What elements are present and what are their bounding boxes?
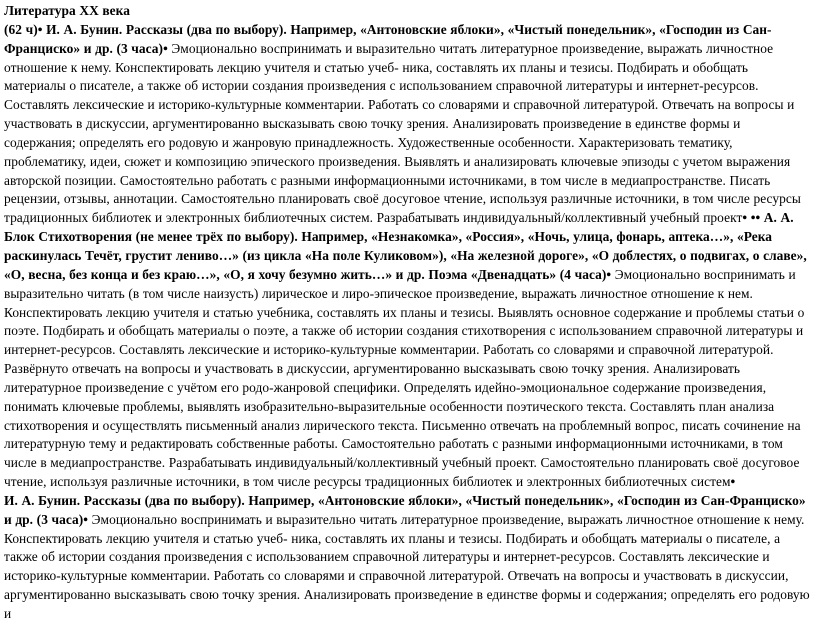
section-heading: Литература XX века — [4, 3, 130, 18]
section-3 — [4, 492, 810, 624]
section-2-title: А. А. Блок Стихотворения (не менее трёх по выбору). Например, «Незнакомка», «Россия», «Ночь, улица, фонарь, аптека…», «Река раскинулась Течёт, грустит лениво…» (из цикла «На поле Куликовом»), «На железной дороге», «О доблестях, о подвигах, о славе», «О, весна, без конца и без краю…», «О, я хочу безумно жить…» и др. Поэма «Двенадцать» (4 часа) — [4, 210, 807, 282]
section-3-title: И. А. Бунин. Рассказы (два по выбору). Например, «Антоновские яблоки», «Чистый понедельник», «Господин из Сан-Франциско» и др. (3 часа) — [4, 492, 806, 527]
section-1-title: И. А. Бунин. Рассказы (два по выбору). Например, «Антоновские яблоки», «Чистый понедельник», «Господин из Сан-Франциско» и др. (3 часа) — [4, 21, 772, 56]
bullet-icon: • — [83, 511, 89, 527]
bullet-icon: • — [37, 21, 43, 37]
bullet-icon: • — [730, 474, 736, 490]
section-1 — [4, 21, 810, 492]
bullet-icon: • •• — [742, 210, 761, 226]
bullet-icon: • — [163, 40, 168, 56]
section-3-body: Эмоционально воспринимать и выразительно читать литературное произведение, выражать личностное отношение к нему. Конспектировать лекцию учителя и статью учеб- ника, составлять их планы и тезисы. Подбирать и обобщать материалы о писателе, а также об истории создания произведения с использованием справочной литературы и интернет-ресурсов. Составлять лексические и историко-культурные комментарии. Работать со словарями и справочной литературой. Отвечать на вопросы и участвовать в дискуссии, аргументированно высказывать свою точку зрения. Анализировать произведение в единстве формы и содержания; определять его родовую и — [4, 511, 810, 621]
section-1-body: Эмоционально воспринимать и выразительно читать литературное произведение, выражать личностное отношение к нему. Конспектировать лекцию учителя и статью учеб- ника, составлять их планы и тезисы. Подбирать и обобщать материалы о писателе, а также об истории создания произведения с использованием справочной литературы и интернет-ресурсов. Составлять лексические и историко-культурные комментарии. Работать со словарями и справочной литературой. Отвечать на вопросы и участвовать в дискуссии, аргументированно высказывать свою точку зрения. Анализировать произведение в единстве формы и содержания; определять его родовую и жанровую принадлежность. Художественные особенности. Характеризовать тематику, проблематику, идеи, сюжет и композицию эпического произведения. Выявлять и анализировать ключевые эпизоды с учетом выражения авторской позиции. Самостоятельно работать с разными информационными источниками, в том числе в медиапространстве. Писать рецензии, отзывы, аннотации. Самостоятельно планировать своё досуговое чтение, используя различные источники, в том числе ресурсы традиционных библиотек и электронных библиотечных систем. Разрабатывать индивидуальный/коллективный учебный проект — [4, 40, 801, 226]
section-2-body: Эмоционально воспринимать и выразительно читать (в том числе наизусть) лирическое и лиро-эпическое произведение, выражать личностное отношение к нем. Конспектировать лекцию учителя и статью учебника, составлять их планы и тезисы. Выявлять основное содержание и проблемы статьи о поэте. Подбирать и обобщать материалы о поэте, а также об истории создания стихотворения с использованием справочной литературы и интернет-ресурсов. Составлять лексические и историко-культурные комментарии. Работать со словарями и справочной литературой. Развёрнуто отвечать на вопросы и участвовать в дискуссии, аргументированно высказывать свою точку зрения. Анализировать литературное произведение с учётом его родо-жанровой специфики. Определять идейно-эмоциональное содержание произведения, понимать ключевые проблемы, выявлять изобразительно-выразительные особенности поэтического текста. Составлять план анализа стихотворения и осуществлять письменный анализ лирического текста. Письменно отвечать на проблемный вопрос, писать сочинение на литературную тему и редактировать собственные работы. Самостоятельно работать с разными информационными источниками, в том числе в медиапространстве. Разрабатывать индивидуальный/коллективный учебный проект. Самостоятельно планировать своё досуговое чтение, используя различные источники, в том числе ресурсы традиционных библиотек и электронных библиотечных систем — [4, 266, 805, 490]
heading — [4, 2, 810, 21]
section-1-hours: (62 ч) — [4, 21, 38, 37]
bullet-icon: • — [606, 266, 612, 282]
